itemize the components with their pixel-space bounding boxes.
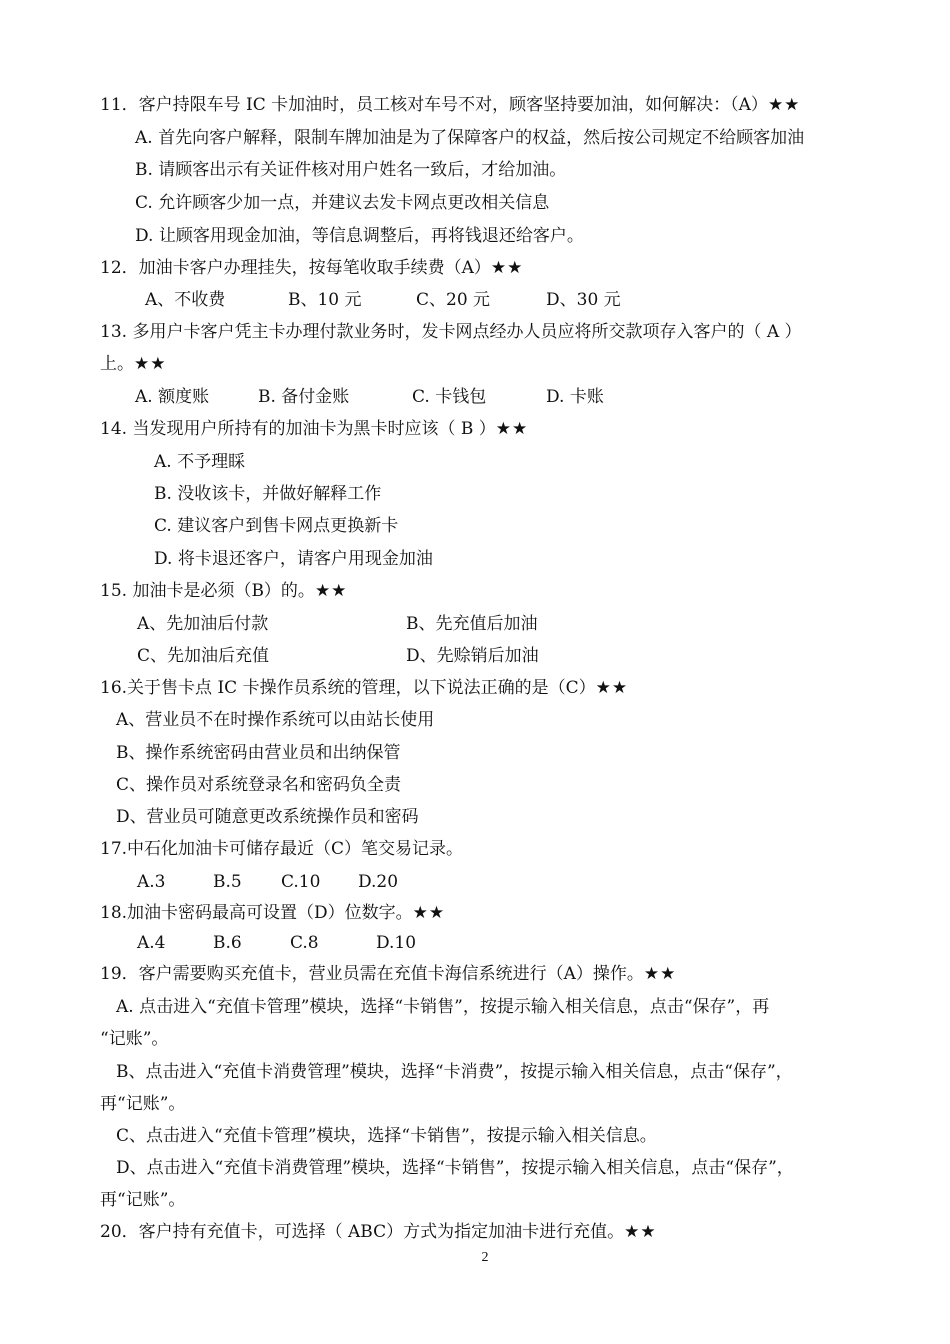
question-16-option-b: B、操作系统密码由营业员和出纳保管 xyxy=(116,743,401,763)
question-19-option-a-line1: A. 点击进入“充值卡管理”模块，选择“卡销售”，按提示输入相关信息，点击“保存”，再 xyxy=(116,997,770,1017)
question-13-option-c: C. 卡钱包 xyxy=(412,387,487,407)
question-19-option-d-line1: D、点击进入“充值卡消费管理”模块，选择“卡销售”，按提示输入相关信息，点击“保存”， xyxy=(116,1158,794,1178)
difficulty-stars: ★★ xyxy=(595,678,629,698)
question-19-option-b-line2: 再“记账”。 xyxy=(100,1094,186,1114)
question-14-option-b: B. 没收该卡，并做好解释工作 xyxy=(154,484,382,504)
question-19-option-b-line1: B、点击进入“充值卡消费管理”模块，选择“卡消费”，按提示输入相关信息，点击“保存”， xyxy=(116,1062,793,1082)
question-12-option-b: B、10 元 xyxy=(288,290,362,310)
question-11-option-b: B. 请顾客出示有关证件核对用户姓名一致后，才给加油。 xyxy=(135,160,567,180)
question-12-stem xyxy=(100,257,523,279)
difficulty-stars: ★★ xyxy=(643,964,677,984)
question-text: 20．客户持有充值卡，可选择（ ABC）方式为指定加油卡进行充值。 xyxy=(100,1222,625,1242)
question-18-option-d: D.10 xyxy=(376,933,417,953)
question-18-option-c: C.8 xyxy=(290,933,319,953)
question-14-option-c: C. 建议客户到售卡网点更换新卡 xyxy=(154,516,399,536)
question-18-option-b: B.6 xyxy=(213,933,242,953)
question-17-stem: 17.中石化加油卡可储存最近（C）笔交易记录。 xyxy=(100,839,464,859)
question-18-stem xyxy=(100,902,445,924)
question-15-option-d: D、先赊销后加油 xyxy=(406,646,539,666)
question-18-option-a: A.4 xyxy=(137,933,166,953)
question-19-option-a-line2: “记账”。 xyxy=(100,1029,169,1049)
question-11-option-d: D. 让顾客用现金加油，等信息调整后，再将钱退还给客户。 xyxy=(135,226,584,246)
difficulty-stars: ★★ xyxy=(490,258,524,278)
question-17-option-a: A.3 xyxy=(137,872,166,892)
question-14-stem xyxy=(100,418,528,440)
question-13-stem-line2 xyxy=(100,353,166,375)
question-17-option-c: C.10 xyxy=(281,872,321,892)
question-12-option-a: A、不收费 xyxy=(145,290,226,310)
question-15-option-c: C、先加油后充值 xyxy=(137,646,270,666)
difficulty-stars: ★★ xyxy=(495,419,529,439)
question-text: 18.加油卡密码最高可设置（D）位数字。 xyxy=(100,903,413,923)
question-15-option-b: B、先充值后加油 xyxy=(406,614,538,634)
question-text: 上。 xyxy=(100,354,134,374)
question-13-option-a: A. 额度账 xyxy=(135,387,210,407)
question-text: 16.关于售卡点 IC 卡操作员系统的管理，以下说法正确的是（C） xyxy=(100,678,596,698)
difficulty-stars: ★★ xyxy=(134,354,167,374)
question-11-stem xyxy=(100,94,800,116)
question-text: 15. 加油卡是必须（B）的。 xyxy=(100,581,315,601)
question-16-option-d: D、营业员可随意更改系统操作员和密码 xyxy=(116,807,419,827)
question-15-stem xyxy=(100,580,347,602)
question-16-option-c: C、操作员对系统登录名和密码负全责 xyxy=(116,775,402,795)
difficulty-stars: ★★ xyxy=(314,581,348,601)
question-15-option-a: A、先加油后付款 xyxy=(137,614,269,634)
question-11-option-a: A. 首先向客户解释，限制车牌加油是为了保障客户的权益，然后按公司规定不给顾客加油 xyxy=(135,128,805,148)
question-20-stem xyxy=(100,1221,657,1243)
question-12-option-d: D、30 元 xyxy=(546,290,621,310)
question-17-option-b: B.5 xyxy=(213,872,242,892)
question-17-option-d: D.20 xyxy=(358,872,399,892)
question-12-option-c: C、20 元 xyxy=(416,290,491,310)
difficulty-stars: ★★ xyxy=(624,1222,657,1242)
question-14-option-d: D. 将卡退还客户，请客户用现金加油 xyxy=(154,549,433,569)
question-13-option-b: B. 备付金账 xyxy=(258,387,350,407)
question-text: 12．加油卡客户办理挂失，按每笔收取手续费（A） xyxy=(100,258,491,278)
page-number: 2 xyxy=(481,1250,489,1265)
question-text: 11．客户持限车号 IC 卡加油时，员工核对车号不对，顾客坚持要加油，如何解决：（A） xyxy=(100,95,768,115)
question-text: 19．客户需要购买充值卡，营业员需在充值卡海信系统进行（A）操作。 xyxy=(100,964,644,984)
question-14-option-a: A. 不予理睬 xyxy=(154,452,246,472)
question-16-stem xyxy=(100,677,628,699)
question-13-option-d: D. 卡账 xyxy=(546,387,604,407)
question-11-option-c: C. 允许顾客少加一点，并建议去发卡网点更改相关信息 xyxy=(135,193,550,213)
question-19-option-d-line2: 再“记账”。 xyxy=(100,1190,186,1210)
question-text: 14. 当发现用户所持有的加油卡为黑卡时应该（ B ） xyxy=(100,419,496,439)
question-13-stem-line1: 13. 多用户卡客户凭主卡办理付款业务时，发卡网点经办人员应将所交款项存入客户的（ A ） xyxy=(100,322,802,342)
question-19-option-c: C、点击进入“充值卡管理”模块，选择“卡销售”，按提示输入相关信息。 xyxy=(116,1126,657,1146)
difficulty-stars: ★★ xyxy=(767,95,801,115)
question-19-stem xyxy=(100,963,676,985)
difficulty-stars: ★★ xyxy=(412,903,446,923)
question-16-option-a: A、营业员不在时操作系统可以由站长使用 xyxy=(116,710,435,730)
